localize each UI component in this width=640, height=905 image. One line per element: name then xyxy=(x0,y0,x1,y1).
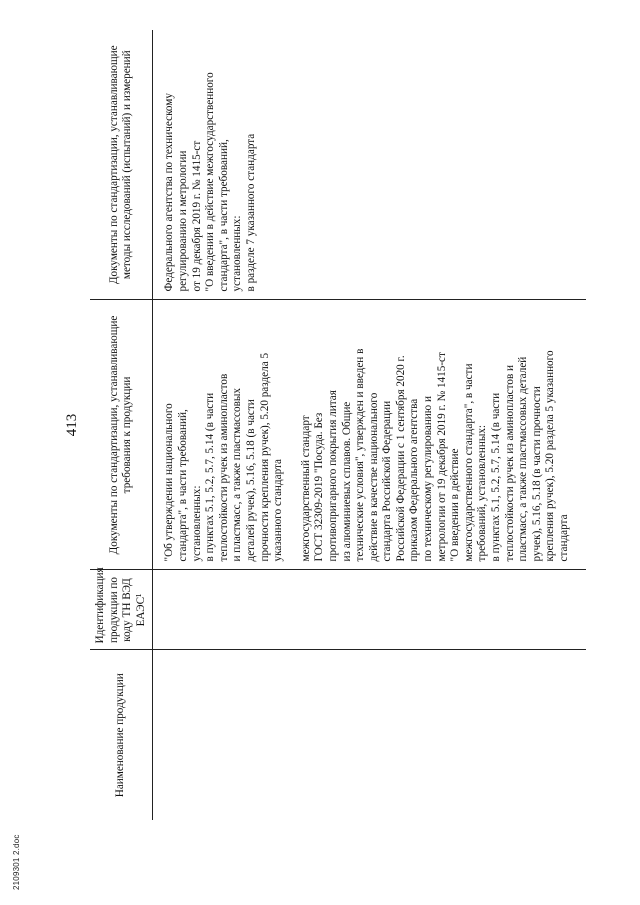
header-method-docs: Документы по стандартизации, устанавливающие методы исследований (испытаний) и измерений xyxy=(90,30,153,300)
rotated-page xyxy=(52,10,612,840)
page-number: 413 xyxy=(64,413,80,437)
cell-method-docs xyxy=(153,30,586,300)
standard-doc-paragraph: межгосударственный стандарт ГОСТ 32309-2019 "Посуда. Без противопригарного покрытия литая из алюминиевых сплавов. Общие технические условия", утвержден и введен в действие в качестве национального стандарта Российской Федерации Российской Федерации с 1 сентября 2020 г. приказом Федерального агентства по техническому регулированию и метрологии от 19 декабря 2019 г. № 1415-ст "О введении в действие межгосударственного стандарта", в части требований, установленных: в пунктах 5.1, 5.2, 5.7, 5.14 (в части теплостойкости ручек из аминопластов и пластмасс, а также пластмассовых деталей ручек), 5.16, 5.18 (в части прочности крепления ручек), 5.20 раздела 5 указанного стандарта xyxy=(299,348,570,562)
standard-doc-paragraph: "Об утверждении национального стандарта", в части требований, установленных: в пунктах 5.1, 5.2, 5.7, 5.14 (в части теплостойкости ручек из аминопластов и пластмасс, а также пластмассовых деталей ручек), 5.16, 5.18 (в части прочности крепления ручек), 5.20 раздела 5 указанного стандарта xyxy=(163,352,285,562)
standards-table xyxy=(90,30,586,820)
cell-product-name xyxy=(153,650,586,820)
table-header-row xyxy=(90,30,153,820)
cell-standard-docs xyxy=(153,300,586,570)
table-row xyxy=(153,30,586,820)
header-identification: Идентификация продукции по коду ТН ВЭД ЕАЭС¹ xyxy=(90,570,153,650)
header-standard-docs: Документы по стандартизации, устанавливающие требования к продукции xyxy=(90,300,153,570)
document-file-code: 2109301 2.doc xyxy=(12,834,21,890)
cell-identification xyxy=(153,570,586,650)
header-product-name: Наименование продукции xyxy=(90,650,153,820)
method-doc-paragraph: Федерального агентства по техническому регулированию и метрологии от 19 декабря 2019 г. № 1415-ст "О введении в действие межгосударственного стандарта", в части требований, установленных: в разделе 7 указанного стандарта xyxy=(163,72,257,292)
